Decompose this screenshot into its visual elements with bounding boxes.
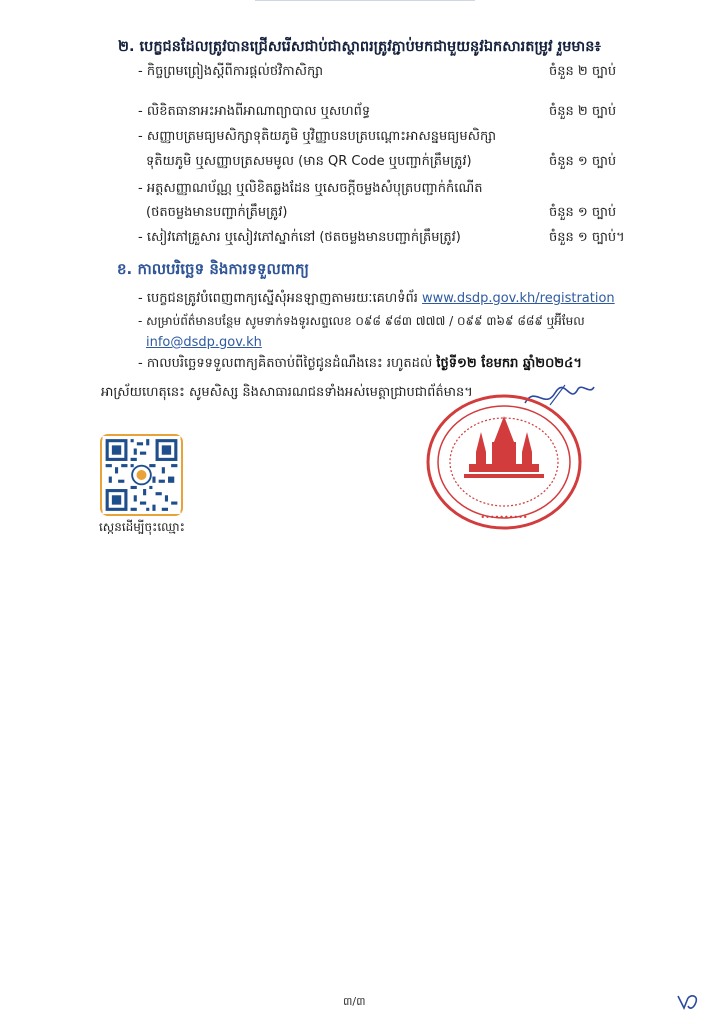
requirement-qty-5: ចំនួន ១ ច្បាប់។ (549, 230, 625, 245)
requirement-item-3-cont: ទុតិយភូមិ ឬសញ្ញាបត្រសមមូល (មាន QR Code ឬបញ្ជាក់ត្រឹមត្រូវ) (146, 154, 472, 169)
requirement-item-4-cont: (ថតចម្លងមានបញ្ជាក់ត្រឹមត្រូវ) (146, 205, 288, 220)
registration-line (138, 290, 615, 309)
requirement-qty-1: ចំនួន ២ ច្បាប់ (549, 64, 617, 79)
requirement-qty-2: ចំនួន ២ ច្បាប់ (549, 104, 617, 119)
qr-code[interactable] (100, 434, 183, 516)
registration-text: - បេក្ខជនត្រូវបំពេញពាក្យស្នើសុំអនឡាញតាមរយៈគេហទំព័រ (138, 291, 418, 306)
official-seal (424, 392, 584, 532)
qr-caption: ស្កេនដើម្បីចុះឈ្មោះ (99, 520, 185, 534)
contact-line: - សម្រាប់ព័ត៌មានបន្ថែម សូមទាក់ទងទូរសព្ទលេខ ០៩៨ ៩៨៣ ៧៧៧ / ០៩៩ ៣៦៩ ៨៨៩ ឬអ៊ីមែល (138, 314, 585, 328)
page-number: ៣/៣ (343, 995, 366, 1008)
closing-statement: អាស្រ័យហេតុនេះ សូមសិស្ស និងសាធារណជនទាំងអស់មេត្តាជ្រាបជាព័ត៌មាន។ (101, 385, 473, 400)
requirement-qty-4: ចំនួន ១ ច្បាប់ (549, 205, 617, 220)
requirement-item-2: - លិខិតធានាអះអាងពីអាណាព្យាបាល ឬសហព័ទ្ធ (138, 104, 371, 119)
requirement-qty-3: ចំនួន ១ ច្បាប់ (549, 154, 617, 169)
deadline-text: - កាលបរិច្ឆេទទទួលពាក្យគិតចាប់ពីថ្ងៃជូនដំណឹងនេះ រហូតដល់ (138, 356, 433, 371)
requirement-item-4: - អត្តសញ្ញាណប័ណ្ណ ឬលិខិតឆ្លងដែន ឬសេចក្តីចម្លងសំបុត្របញ្ជាក់កំណើត (138, 181, 483, 196)
top-divider (255, 0, 475, 1)
deadline-line (138, 355, 582, 374)
deadline-date: ថ្ងៃទី១២ ខែមករា ឆ្នាំ២០២៤។ (436, 356, 582, 371)
contact-email-link[interactable]: info@dsdp.gov.kh (146, 335, 262, 350)
initials-mark (676, 990, 700, 1012)
requirements-heading: ២. បេក្ខជនដែលត្រូវបានជ្រើសរើសជាប់ជាស្ថាពរត្រូវភ្ជាប់មកជាមួយនូវឯកសារតម្រូវ រួមមាន៖ (118, 39, 601, 55)
svg-text:••••••••••: •••••••••• (480, 513, 528, 522)
qr-code-pattern (102, 436, 181, 514)
registration-link[interactable]: www.dsdp.gov.kh/registration (421, 291, 615, 306)
section-b-title: ខ. កាលបរិច្ឆេទ និងការទទួលពាក្យ (117, 260, 309, 278)
requirement-item-1: - កិច្ចព្រមព្រៀងស្តីពីការផ្តល់ថវិកាសិក្សា (138, 64, 324, 79)
requirement-item-5: - សៀវភៅគ្រួសារ ឬសៀវភៅស្នាក់នៅ (ថតចម្លងមានបញ្ជាក់ត្រឹមត្រូវ) (138, 230, 461, 245)
requirement-item-3: - សញ្ញាបត្រមធ្យមសិក្សាទុតិយភូមិ ឬវិញ្ញាបនបត្របណ្តោះអាសន្នមធ្យមសិក្សា (138, 129, 497, 144)
